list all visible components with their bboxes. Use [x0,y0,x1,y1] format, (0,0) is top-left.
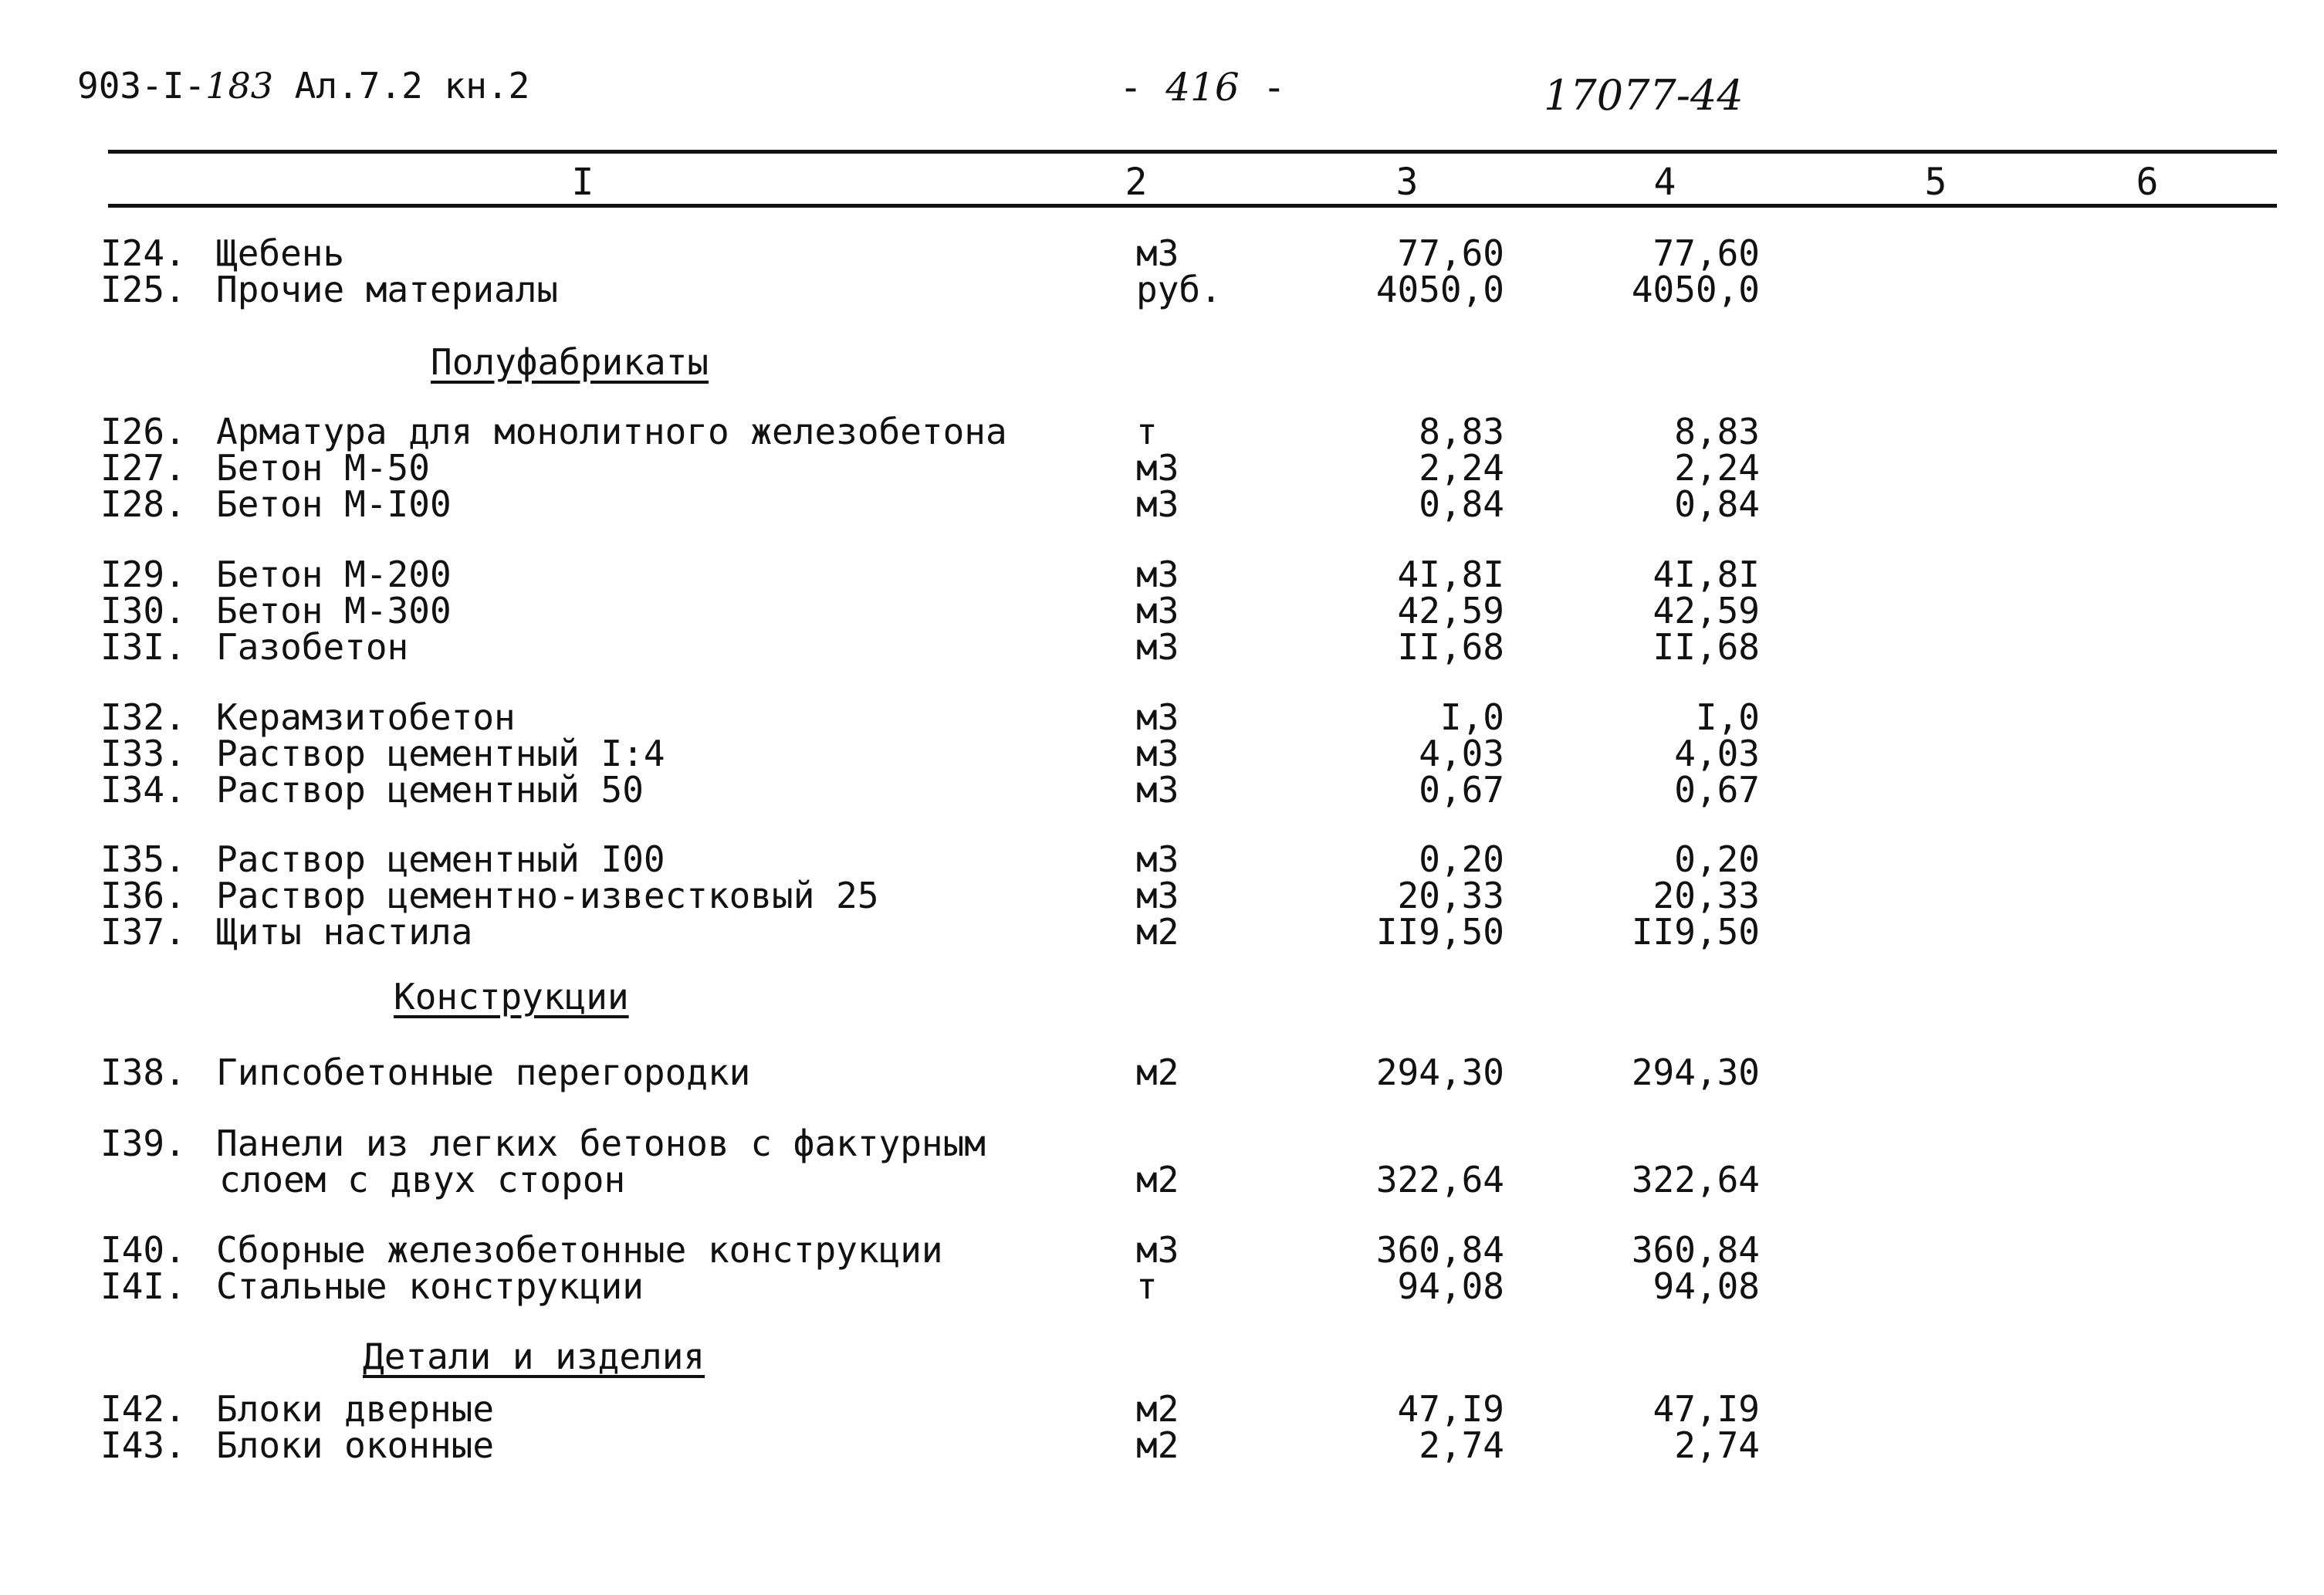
row-name: Бетон М-I00 [216,483,452,525]
row-number: I34. [100,769,186,811]
row-value-col4: 2,24 [1674,447,1760,489]
row-number: I43. [100,1424,186,1466]
row-value-col3: 360,84 [1375,1229,1504,1271]
row-name: Блоки оконные [216,1424,495,1466]
row-value-col3: 4050,0 [1375,269,1504,310]
row-value-col4: I,0 [1695,696,1760,738]
row-value-col3: II,68 [1397,626,1504,668]
table-row [0,232,2324,274]
row-value-col4: II9,50 [1631,911,1760,953]
row-value-col4: 47,I9 [1653,1388,1760,1430]
row-name: Гипсобетонные перегородки [216,1051,751,1093]
row-unit: т [1136,1265,1158,1307]
row-number: I29. [100,554,186,595]
row-unit: м3 [1136,447,1179,489]
row-number: I26. [100,411,186,452]
row-value-col4: 77,60 [1653,232,1760,274]
row-number: I32. [100,696,186,738]
row-group [0,1123,2324,1200]
table-row [0,1424,2324,1466]
row-name: Газобетон [216,626,409,668]
row-value-col3: 322,64 [1375,1159,1504,1200]
row-number: I3I. [100,626,186,668]
row-name: Сборные железобетонные конструкции [216,1229,943,1271]
row-number: I40. [100,1229,186,1271]
row-name: Щебень [216,232,345,274]
row-number: I30. [100,590,186,632]
row-name: Арматура для монолитного железобетона [216,411,1007,452]
row-number: I27. [100,447,186,489]
column-header-6: 6 [2136,161,2159,204]
row-unit: м3 [1136,696,1179,738]
row-name: Прочие материалы [216,269,559,310]
row-number: I33. [100,733,186,774]
table-row [0,269,2324,310]
row-group [0,838,2324,953]
row-value-col3: 294,30 [1375,1051,1504,1093]
row-number: I35. [100,838,186,880]
table-row [0,590,2324,632]
table-row [0,769,2324,811]
row-unit: м3 [1136,590,1179,632]
row-value-col3: 4,03 [1419,733,1504,774]
page-number [1119,65,1286,110]
row-value-col3: 20,33 [1397,875,1504,916]
table-row [0,447,2324,489]
row-value-col3: 0,67 [1419,769,1504,811]
column-header-2: 2 [1125,161,1148,204]
page-number-prefix: - [1119,65,1166,110]
row-value-col4: 322,64 [1631,1159,1760,1200]
section-title-detali: Детали и изделия [363,1336,705,1377]
row-value-col4: 4,03 [1674,733,1760,774]
row-unit: м3 [1136,1229,1179,1271]
row-value-col4: II,68 [1653,626,1760,668]
row-unit: м2 [1136,911,1179,953]
row-name: Бетон М-50 [216,447,430,489]
row-name: Блоки дверные [216,1388,495,1430]
row-value-col3: 8,83 [1419,411,1504,452]
table-row [0,1123,2324,1164]
row-unit: м3 [1136,875,1179,916]
row-number: I39. [100,1123,186,1164]
document-code-suffix: Ал.7.2 кн.2 [272,65,530,107]
row-value-col4: 0,20 [1674,838,1760,880]
row-unit: т [1136,411,1158,452]
row-value-col3: 0,20 [1419,838,1504,880]
row-value-col4: 20,33 [1653,875,1760,916]
page-number-suffix: - [1239,65,1286,110]
row-name: Керамзитобетон [216,696,516,738]
table-row [0,911,2324,953]
row-group [0,1051,2324,1093]
column-header-5: 5 [1924,161,1947,204]
table-row-continuation [0,1159,2324,1200]
document-code-handwritten: 183 [205,65,273,107]
row-name-continuation: слоем с двух сторон [219,1159,626,1200]
table-row [0,554,2324,595]
table-row [0,838,2324,880]
row-name: Стальные конструкции [216,1265,644,1307]
row-number: I25. [100,269,186,310]
row-name: Раствор цементный I00 [216,838,665,880]
table-row [0,875,2324,916]
table-row [0,483,2324,525]
row-value-col4: 294,30 [1631,1051,1760,1093]
row-group [0,554,2324,668]
section-title-konstruktsii: Конструкции [394,976,629,1018]
row-unit: м3 [1136,733,1179,774]
document-code [77,65,529,107]
table-top-rule [108,150,2277,154]
table-row [0,1051,2324,1093]
column-header-4: 4 [1653,161,1676,204]
row-unit: м3 [1136,554,1179,595]
row-group [0,1229,2324,1307]
row-number: I28. [100,483,186,525]
document-code-prefix: 903-I- [77,65,206,107]
row-value-col3: 2,74 [1419,1424,1504,1466]
page-number-value: 416 [1165,65,1240,110]
table-row [0,733,2324,774]
row-value-col4: 4050,0 [1631,269,1760,310]
row-value-col3: I,0 [1439,696,1504,738]
row-value-col4: 94,08 [1653,1265,1760,1307]
column-header-3: 3 [1395,161,1419,204]
row-value-col3: 77,60 [1397,232,1504,274]
row-value-col3: 0,84 [1419,483,1504,525]
row-number: I38. [100,1051,186,1093]
row-value-col3: 94,08 [1397,1265,1504,1307]
table-row [0,696,2324,738]
row-unit: м3 [1136,769,1179,811]
row-name: Раствор цементный 50 [216,769,644,811]
row-name: Раствор цементный I:4 [216,733,665,774]
row-name: Панели из легких бетонов с фактурным [216,1123,986,1164]
row-value-col4: 360,84 [1631,1229,1760,1271]
row-value-col4: 42,59 [1653,590,1760,632]
row-unit: м2 [1136,1159,1179,1200]
table-row [0,1229,2324,1271]
row-value-col3: 2,24 [1419,447,1504,489]
section-title-polufabrikaty: Полуфабрикаты [431,341,709,383]
document-number: 17077-44 [1544,71,1744,120]
row-group [0,696,2324,811]
row-number: I4I. [100,1265,186,1307]
row-value-col4: 8,83 [1674,411,1760,452]
table-row [0,1265,2324,1307]
row-value-col4: 4I,8I [1653,554,1760,595]
row-unit: м3 [1136,838,1179,880]
row-number: I36. [100,875,186,916]
table-row [0,626,2324,668]
row-group [0,411,2324,525]
row-number: I42. [100,1388,186,1430]
row-group [0,232,2324,310]
row-value-col3: 4I,8I [1397,554,1504,595]
row-value-col4: 0,67 [1674,769,1760,811]
table-row [0,411,2324,452]
row-unit: руб. [1136,269,1222,310]
row-unit: м2 [1136,1388,1179,1430]
row-group [0,1388,2324,1466]
row-name: Щиты настила [216,911,473,953]
row-value-col3: 47,I9 [1397,1388,1504,1430]
row-name: Раствор цементно-известковый 25 [216,875,879,916]
row-name: Бетон М-200 [216,554,452,595]
row-unit: м3 [1136,232,1179,274]
row-unit: м3 [1136,626,1179,668]
row-number: I24. [100,232,186,274]
column-header-1: I [571,161,594,204]
row-value-col4: 0,84 [1674,483,1760,525]
row-value-col3: 42,59 [1397,590,1504,632]
row-number: I37. [100,911,186,953]
row-unit: м3 [1136,483,1179,525]
row-value-col3: II9,50 [1375,911,1504,953]
document-header [77,65,2277,127]
row-unit: м2 [1136,1051,1179,1093]
row-unit: м2 [1136,1424,1179,1466]
table-row [0,1388,2324,1430]
row-value-col4: 2,74 [1674,1424,1760,1466]
row-name: Бетон М-300 [216,590,452,632]
table-header-rule [108,204,2277,208]
